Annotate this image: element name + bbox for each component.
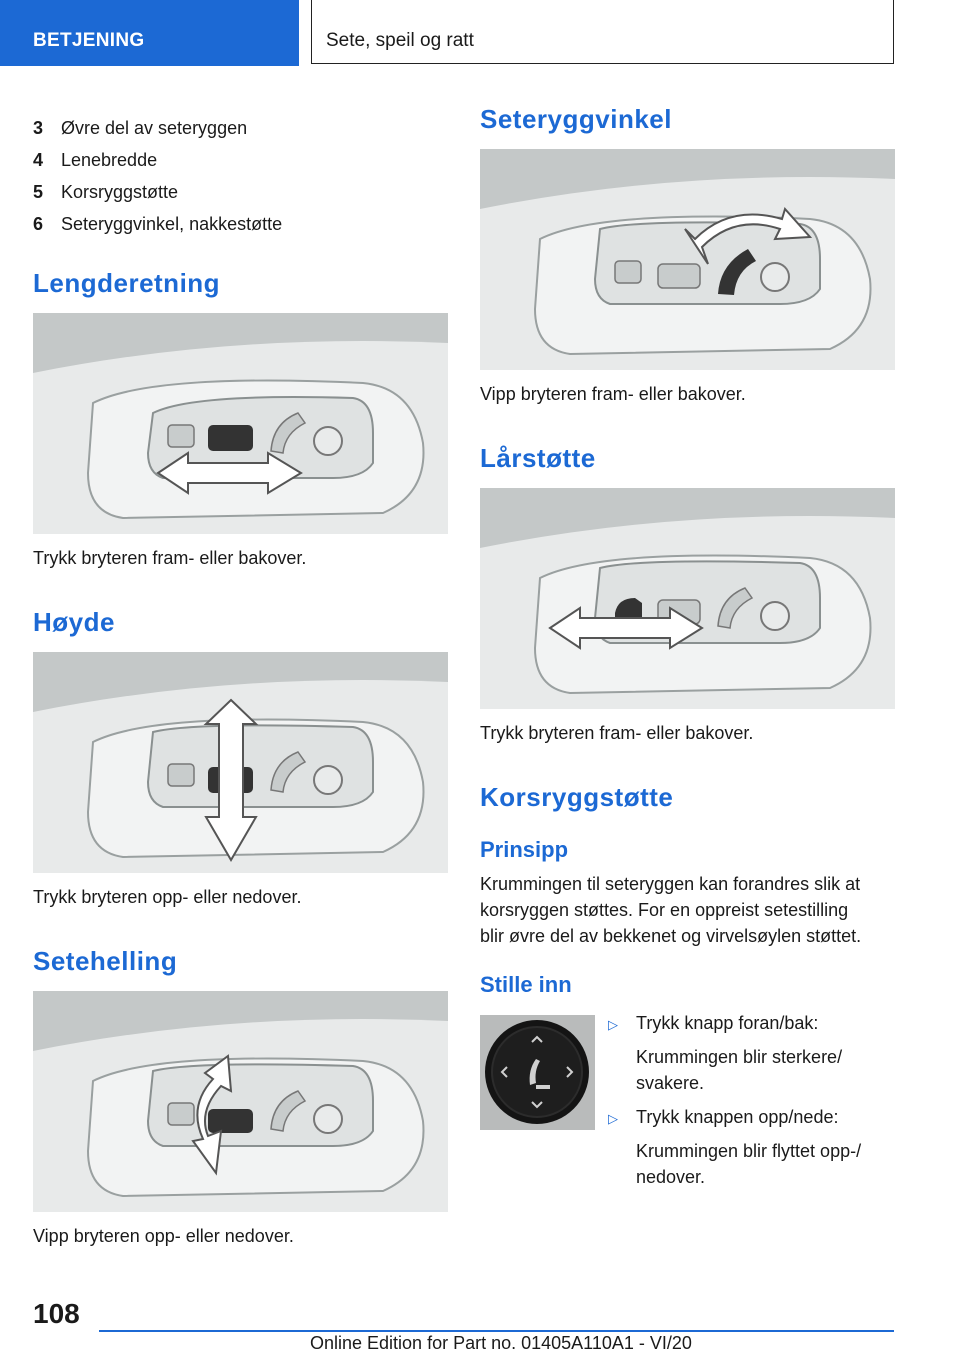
caption-seteryggvinkel: Vipp bryteren fram- eller bakover. <box>480 384 746 404</box>
section-title: BETJENING <box>33 30 145 51</box>
chapter-title: Sete, speil og ratt <box>326 30 474 51</box>
instruction-list <box>608 1010 898 1198</box>
legend-number: 3 <box>33 117 44 138</box>
legend-text: Seteryggvinkel, nakkestøtte <box>61 213 283 234</box>
triangle-bullet-icon: ▷ <box>608 1111 618 1126</box>
heading-lengderetning: Lengderetning <box>33 268 221 298</box>
chapter-tab <box>311 0 894 64</box>
legend-item <box>33 208 433 240</box>
legend-number: 5 <box>33 181 44 202</box>
heading-hoyde: Høyde <box>33 607 115 637</box>
paragraph-prinsipp <box>480 871 900 949</box>
heading-korsryggstotte: Korsryggstøtte <box>480 782 674 812</box>
footer-edition: Online Edition for Part no. 01405A110A1 - VI/20 <box>310 1333 692 1353</box>
heading-prinsipp: Prinsipp <box>480 837 569 862</box>
section-tab <box>0 0 299 66</box>
paragraph-line: korsryggen støttes. For en oppreist setestilling <box>480 900 849 920</box>
caption-lengderetning: Trykk bryteren fram- eller bakover. <box>33 548 307 568</box>
legend-text: Korsryggstøtte <box>61 181 179 202</box>
instruction-text: Trykk knappen opp/nede: <box>636 1107 839 1127</box>
legend-text: Øvre del av seteryggen <box>61 117 248 138</box>
instruction-result <box>608 1044 898 1096</box>
figure-lumbar-knob <box>480 1015 595 1130</box>
figure-setehelling <box>33 991 448 1212</box>
figure-larstotte <box>480 488 895 709</box>
legend-number: 4 <box>33 149 44 170</box>
heading-stille-inn: Stille inn <box>480 972 572 997</box>
instruction-result <box>608 1138 898 1190</box>
legend-number: 6 <box>33 213 44 234</box>
legend-item <box>33 112 433 144</box>
heading-setehelling: Setehelling <box>33 946 178 976</box>
triangle-bullet-icon: ▷ <box>608 1017 618 1032</box>
legend-item <box>33 176 433 208</box>
heading-seteryggvinkel: Seteryggvinkel <box>480 104 672 134</box>
instruction-result-line: svakere. <box>636 1073 705 1093</box>
figure-hoyde <box>33 652 448 873</box>
figure-seteryggvinkel <box>480 149 895 370</box>
instruction-text: Trykk knapp foran/bak: <box>636 1013 819 1033</box>
legend-list <box>33 112 433 240</box>
instruction-result-line: nedover. <box>636 1167 706 1187</box>
caption-setehelling: Vipp bryteren opp- eller nedover. <box>33 1226 294 1246</box>
instruction-result-line: Krummingen blir flyttet opp-/ <box>636 1141 862 1161</box>
caption-larstotte: Trykk bryteren fram- eller bakover. <box>480 723 754 743</box>
instruction-item <box>608 1010 898 1038</box>
figure-lengderetning <box>33 313 448 534</box>
paragraph-line: blir øvre del av bekkenet og virvelsøylen støttet. <box>480 926 862 946</box>
instruction-item <box>608 1104 898 1132</box>
paragraph-line: Krummingen til seteryggen kan forandres slik at <box>480 874 861 894</box>
instruction-result-line: Krummingen blir sterkere/ <box>636 1047 843 1067</box>
page-number: 108 <box>33 1298 80 1329</box>
caption-hoyde: Trykk bryteren opp- eller nedover. <box>33 887 302 907</box>
heading-larstotte: Lårstøtte <box>480 443 596 473</box>
legend-item <box>33 144 433 176</box>
footer-divider <box>99 1330 894 1332</box>
legend-text: Lenebredde <box>61 149 158 170</box>
